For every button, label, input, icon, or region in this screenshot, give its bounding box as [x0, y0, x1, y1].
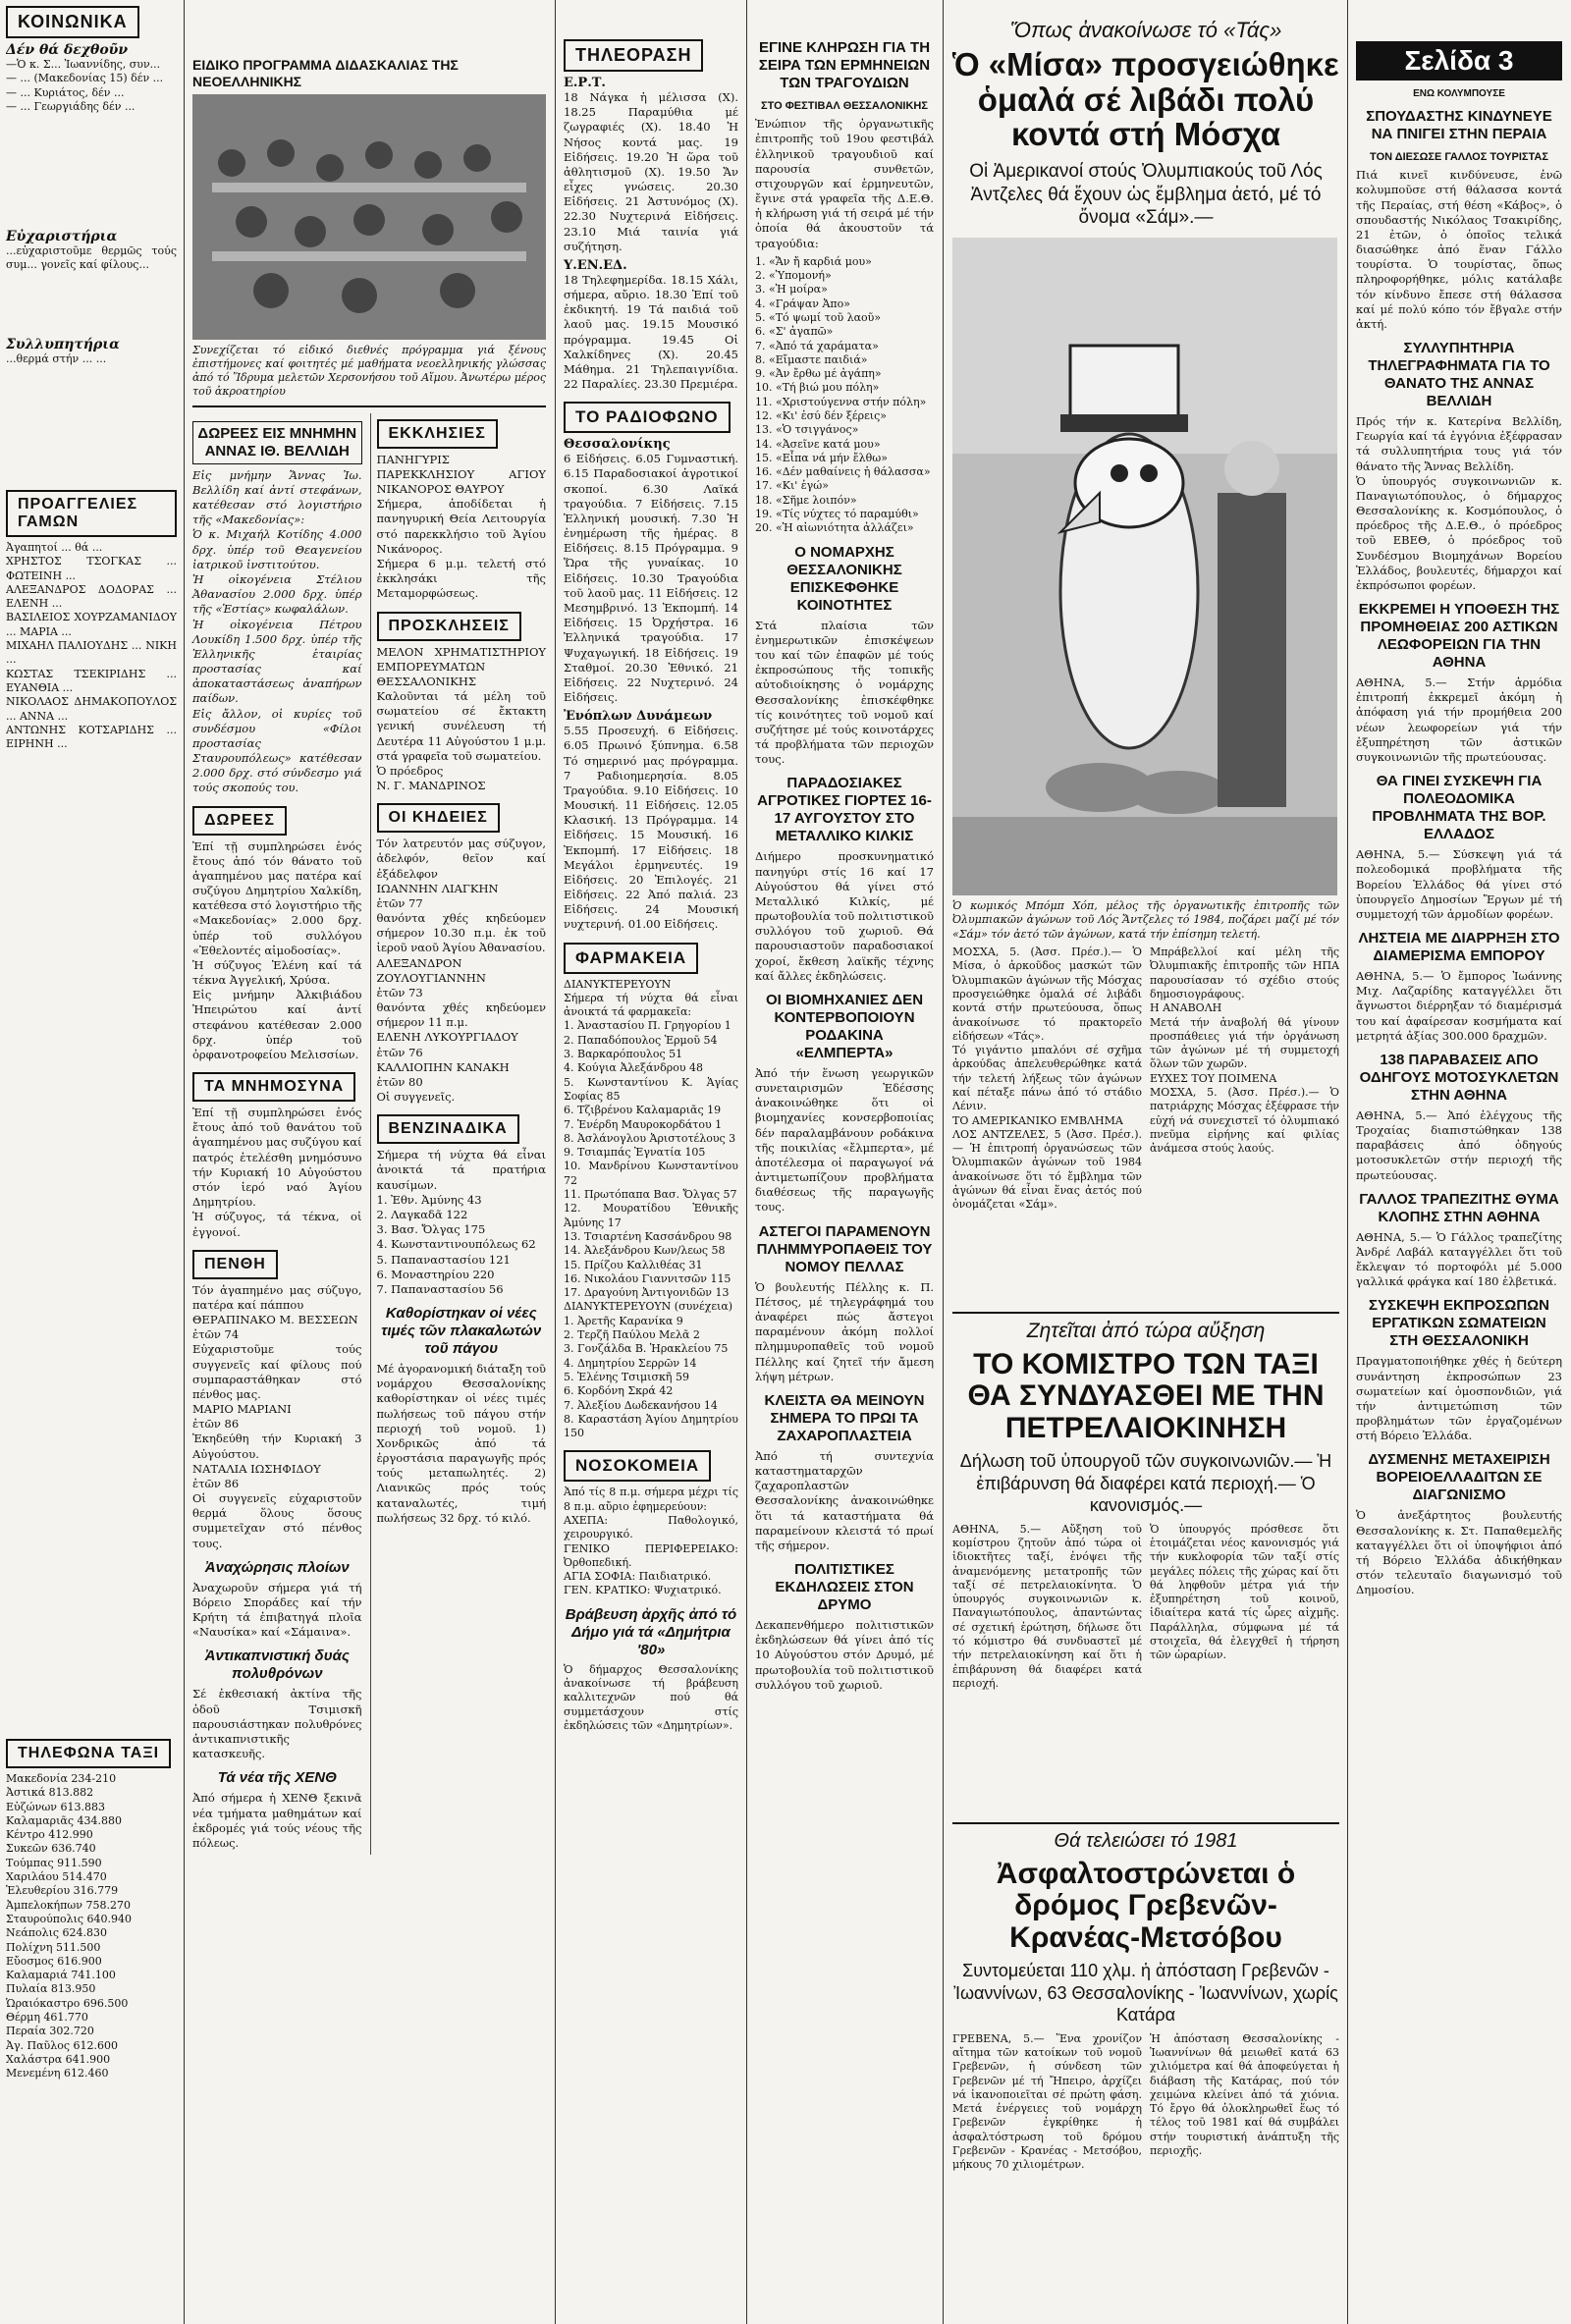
column-rule — [1347, 0, 1348, 2324]
ergatika-title: ΣΥΣΚΕΨΗ ΕΚΠΡΟΣΩΠΩΝ ΕΡΓΑΤΙΚΩΝ ΣΩΜΑΤΕΙΩΝ ΣΤΗ ΘΕΣΣΑΛΟΝΙΚΗ — [1368, 1297, 1550, 1350]
column-2 — [189, 0, 550, 2324]
klirosi-title: ΕΓΙΝΕ ΚΛΗΡΩΣΗ ΓΙΑ ΤΗ ΣΕΙΡΑ ΤΩΝ ΕΡΜΗΝΕΙΩΝ ΤΩΝ ΤΡΑΓΟΥΔΙΩΝ — [758, 39, 931, 91]
ekkremei-title: ΕΚΚΡΕΜΕΙ Η ΥΠΟΘΕΣΗ ΤΗΣ ΠΡΟΜΗΘΕΙΑΣ 200 ΑΣΤΙΚΩΝ ΛΕΩΦΟΡΕΙΩΝ ΓΙΑ ΤΗΝ ΑΘΗΝΑ — [1358, 601, 1560, 672]
column-rule — [184, 0, 185, 2324]
proaggelies-header: ΠΡΟΑΓΓΕΛΙΕΣ ΓΑΜΩΝ — [6, 490, 177, 537]
column-4 — [751, 0, 938, 2324]
xeno-title: Τά νέα τῆς ΧΕΝΘ — [217, 1769, 337, 1787]
olympic-mascot-graphic — [952, 238, 1337, 895]
yened-text: 18 Τηλεφημερίδα. 18.15 Χάλι, σήμερα, αὔριο. 18.30 Ἐπί τοῦ ἐκδικητή. 19 Τά παιδιά τοῦ λαοῦ μας. 19.15 Μουσικό πρόγραμμα. 19.45 Οἱ Χαλκίδηνες (Χ). 20.45 Μάθημα. 21 Τηλεπαιγνίδια. 22 Παραλίες. 23.30 Πρεμιέρα. — [564, 272, 738, 392]
column-3 — [560, 0, 742, 2324]
taxi-phone-item: Θέρμη 461.770 — [6, 2011, 88, 2025]
kathorismos-title: Καθορίστηκαν οἱ νέες τιμές τῶν πλακαλωτών τοῦ πάγου — [381, 1305, 542, 1358]
nosokomeia-text: Ἀπό τίς 8 π.μ. σήμερα μέχρι τίς 8 π.μ. αὔριο ἐφημερεύουν: ΑΧΕΠΑ: Παθολογικό, χειρουργικό. ΓΕΝΙΚΟ ΠΕΡΙΦΕΡΕΙΑΚΟ: Ὀρθοπεδική. ΑΓΙΑ ΣΟΦΙΑ: Παιδιατρικό. ΓΕΝ. ΚΡΑΤΙΚΟ: Ψυχιατρικό. — [564, 1486, 738, 1597]
yened-subhead: Υ.ΕΝ.ΕΔ. — [564, 257, 627, 273]
road-article-left: ΓΡΕΒΕΝΑ, 5.— Ἕνα χρονίζον αἴτημα τῶν κατοίκων τοῦ νομοῦ Γρεβενῶν, ἡ σύνδεση τῶν Γρεβενῶν μέ τή Ἤπειρο, ἀρχίζει νά ἱκανοποιεῖται σέ πρώτη φάση. Μετά ἐνέργειες τοῦ νομάρχη Γρεβενῶν ἐγκρίθηκε ἡ ἀσφαλτόστρωση τοῦ δρόμου Γρεβενῶν - Κρανέας - Μετσόβου, μήκους 70 χιλιομέτρων. — [952, 2031, 1142, 2172]
anachorisis-text: Ἀναχωροῦν σήμερα γιά τή Βόρειο Σποράδες καί τήν Κρήτη τά ἐπιβατηγά πλοῖα «Ναυσίκα» καί «Σάμαινα». — [192, 1580, 362, 1640]
farmakeia-header: ΦΑΡΜΑΚΕΙΑ — [564, 943, 698, 974]
taxi-article-right: Ὁ ὑπουργός πρόσθεσε ὅτι ἑτοιμάζεται νέος κανονισμός γιά τήν κυκλοφορία τῶν ταξί στίς μεγάλες πόλεις τῆς χώρας καί ὅτι θά ληφθοῦν μέτρα γιά τήν ἐξυπηρέτηση τοῦ κοινοῦ, ἰδιαίτερα κατά τίς ὧρες αἰχμῆς. Παράλληλα, σύμφωνα μέ τά στοιχεῖα, θά ἐλεγχθεῖ ἡ τήρηση τῶν ὡραρίων. — [1150, 1522, 1339, 1662]
song-item: 5. «Τό ψωμί τοῦ λαοῦ» — [755, 310, 882, 324]
eno-kolympouse: ΕΝΩ ΚΟΛΥΜΠΟΥΣΕ — [1413, 88, 1505, 99]
politistikes-text: Δεκαπενθήμερο πολιτιστικῶν ἐκδηλώσεων θά γίνει ἀπό τίς 10 Αὐγούστου στόν Δρυμό, μέ πρωτοβουλία τοῦ πολιτιστικοῦ συλλόγου τοῦ χωριοῦ. — [755, 1618, 934, 1692]
kathorismos-text: Μέ ἀγορανομική διάταξη τοῦ νομάρχου Θεσσαλονίκης καθορίστηκαν οἱ νέες τιμές πωλήσεως τοῦ πάγου στήν περιοχή τοῦ νομοῦ. 1) Χονδρικῶς ἀπό τά ἐργοστάσια παραγωγῆς πρός τούς μεταπωλητές. 2) Λιανικῶς πρός τούς καταναλωτές, τιμή πωλήσεως 32 δρχ. τό κιλό. — [376, 1362, 546, 1525]
taxi-phone-item: Ἀγ. Παῦλος 612.600 — [6, 2038, 118, 2052]
ekkremei-text: ΑΘΗΝΑ, 5.— Στήν ἁρμόδια ἐπιτροπή ἐκκρεμεῖ ἀκόμη ἡ ἀπόφαση γιά τήν προμήθεια 200 νέων λεωφορείων γιά τήν ἐξυπηρέτηση τῶν ἀστικῶν συγκοινωνιῶν τῆς πρωτεύουσας. — [1356, 676, 1562, 764]
ert-subhead: Ε.Ρ.Τ. — [564, 76, 606, 90]
taxi-phone-item: Ὡραιόκαστρο 696.500 — [6, 1996, 129, 2010]
kidies-text: Τόν λατρευτόν μας σύζυγον, ἀδελφόν, θεῖον καί ἐξάδελφον ΙΩΑΝΝΗΝ ΛΙΑΓΚΗΝ ἐτῶν 77 θανόντα χθές κηδεύομεν σήμερον 10.30 π.μ. ἐκ τοῦ ἱεροῦ ναοῦ Ἁγίου Ἀθανασίου. ΑΛΕΞΑΝΔΡΟΝ ΖΟΥΛΟΥΓΙΑΝΝΗΝ ἐτῶν 73 θανόντα χθές κηδεύομεν σήμερον 11 π.μ. ΕΛΕΝΗ ΛΥΚΟΥΡΓΙΑΔΟΥ ἐτῶν 76 ΚΑΛΛΙΟΠΗΝ ΚΑΝΑΚΗ ἐτῶν 80 Οἱ συγγενεῖς. — [376, 837, 546, 1105]
column-rule — [943, 0, 944, 2324]
mnimosyna-text: Ἐπί τῇ συμπληρώσει ἑνός ἔτους ἀπό τοῦ θανάτου τοῦ ἀγαπημένου μας συζύγου καί πατρός ἐτελέσθη μνημόσυνο τήν Κυριακή 10 Αὐγούστου στόν ἱερό ναό Ἁγίου Δημητρίου. Ἡ σύζυγος, τά τέκνα, οἱ ἐγγονοί. — [192, 1106, 362, 1239]
doreai2-text: Ἐπί τῇ συμπληρώσει ἑνός ἔτους ἀπό τόν θάνατο τοῦ ἀγαπημένου μας πατέρα καί συζύγου Δημητρίου Χαλκίδη, κατέθεσα στό λογιστήριο τῆς «Μακεδονίας» 2.000 δρχ. ὑπέρ τοῦ συλλόγου «Ἐθελοντές αἱμοδοσίας». Ἡ σύζυγος Ἑλένη καί τά τέκνα Ἀγγελική, Χρύσα. Εἰς μνήμην Ἀλκιβιάδου Ἠπειρώτου καί ἀντί στεφάνου κατέθεσαν 2.000 δρχ. ὑπέρ τοῦ ὀρφανοτροφείου Μελισσίων. — [192, 838, 362, 1061]
metaxeirisi-title: ΔΥΣΜΕΝΗΣ ΜΕΤΑΧΕΙΡΙΣΗ ΒΟΡΕΙΟΕΛΛΑΔΙΤΩΝ ΣΕ ΔΙΑΓΩΝΙΣΜΟ — [1368, 1451, 1550, 1504]
spoudastis-sub: ΤΟΝ ΔΙΕΣΩΣΕ ΓΑΛΛΟΣ ΤΟΥΡΙΣΤΑΣ — [1370, 151, 1548, 163]
antikapniki-text: Σέ ἐκθεσιακή ἀκτίνα τῆς ὁδοῦ Τσιμισκῆ παρουσιάστηκαν πολυθρόνες ἀντικαπνιστικῆς κατασκευῆς. — [192, 1687, 362, 1761]
eucharistiria-text: ...εὐχαριστοῦμε θερμῶς τούς συμ... γονεῖς καί φίλους... — [6, 244, 177, 272]
eucharistiria-subhead: Εὐχαριστήρια — [6, 229, 118, 244]
paradosiakes-title: ΠΑΡΑΔΟΣΙΑΚΕΣ ΑΓΡΟΤΙΚΕΣ ΓΙΟΡΤΕΣ 16-17 ΑΥΓΟΥΣΤΟΥ ΣΤΟ ΜΕΤΑΛΛΙΚΟ ΚΙΛΚΙΣ — [757, 775, 932, 845]
song-item: 11. «Χριστούγεννα στήν πόλη» — [755, 395, 927, 408]
ekklisies-text: ΠΑΝΗΓΥΡΙΣ ΠΑΡΕΚΚΛΗΣΙΟΥ ΑΓΙΟΥ ΝΙΚΑΝΟΡΟΣ ΘΑΥΡΟΥ Σήμερα, ἀποδίδεται ἡ πανηγυρική Θεία Λειτουργία στό παρεκκλήσιο τοῦ Ἁγίου Νικάνορος. Σήμερα 6 μ.μ. τελετή στό ἐκκλησάκι τῆς Μεταμορφώσεως. — [376, 452, 546, 601]
spoudastis-text: Πιά κινεῖ κινδύνευσε, ἐνῶ κολυμποῦσε στή θάλασσα κοντά τῆς Περαίας, στή θέση «Κάβος», ὁ σπουδαστής Νικόλαος Τσακιρίδης, 21 ἐτῶν, ὁ ὁποῖος τελικά διασώθηκε ἀπό ἕναν Γάλλο τουρίστα. Ὁ τουρίστας, ὅπως πληροφορήθηκε, μόλις κατάλαβε τόν κίνδυνο ἔπεσε στή θάλασσα καί μέ πολύ κόπο τόν ἔβγαλε στήν ἀκτή. — [1356, 168, 1562, 331]
song-item: 16. «Δέν μαθαίνεις ἡ θάλασσα» — [755, 465, 931, 479]
koinonika-header: ΚΟΙΝΩΝΙΚΑ — [6, 6, 139, 38]
antikapniki-title: Ἀντικαπνιστική δυάς πολυθρόνων — [204, 1648, 350, 1683]
song-item: 3. «Ἡ μοίρα» — [755, 283, 828, 297]
taxi-phone-item: Νεάπολις 624.830 — [6, 1926, 108, 1940]
benzinadika-text: Σήμερα τή νύχτα θά εἶναι ἀνοικτά τά πρατήρια καυσίμων. 1. Ἐθν. Ἀμύνης 43 2. Λαγκαδᾶ 122 3. Βασ. Ὄλγας 175 4. Κωνσταντινουπόλεως 62 5. Παπαναστασίου 121 6. Μοναστηρίου 220 7. Παπαναστασίου 56 — [376, 1148, 546, 1296]
taxi-phone-item: Περαία 302.720 — [6, 2025, 94, 2038]
taxi-phone-item: Συκεῶν 636.740 — [6, 1842, 96, 1856]
taxi-feature — [948, 1306, 1343, 1816]
nomarchia-text: Στά πλαίσια τῶν ἐνημερωτικῶν ἐπισκέψεων του καί τῶν ἐπαφῶν μέ τούς ἐκπροσώπους τῆς τοπικῆς αὐτοδιοίκησης ὁ νομάρχης Θεσσαλονίκης ἐπισκέφθηκε τίς κοινότητες τοῦ νομοῦ καί συζήτησε μέ τούς κοινοτάρχες τά προβλήματα τῶν περιοχῶν τους. — [755, 618, 934, 767]
thessalonikis-text: 6 Εἰδήσεις. 6.05 Γυμναστική. 6.15 Παραδοσιακοί ἀγροτικοί σκοποί. 6.30 Λαϊκά τραγούδια. 7 Εἰδήσεις. 7.15 Ἑλληνική μουσική. 7.30 Ἡ ἐνημέρωση τῆς ἡμέρας. 8 Εἰδήσεις. 8.15 Πρόγραμμα. 9 Ὥρα τῆς γυναίκας. 10 Εἰδήσεις. 10.30 Τραγούδια τοῦ λαοῦ μας. 11 Εἰδήσεις. 12 Μεσημβρινό. 13 Ἐκπομπή. 14 Εἰδήσεις. 15 Ὀρχήστρα. 16 Ἑλληνικά τραγούδια. 17 Ψυχαγωγική. 18 Εἰδήσεις. 19 Σταθμοί. 20.30 Ἐθνικό. 21 Εἰδήσεις. 22 Νυχτερινό. 24 Εἰδήσεις. — [564, 452, 738, 705]
misa-article-right: Μπράβελλοί καί μέλη τῆς Ὀλυμπιακῆς ἐπιτροπῆς τῶν ΗΠΑ παρουσίασαν τό σχέδιο στούς δημοσιογράφους. Η ΑΝΑΒΟΛΗ Μετά τήν ἀναβολή θά γίνουν προσπάθειες γιά τήν ὀργάνωση τῶν ἀγώνων μέ τή συμμετοχή ὅλων τῶν χωρῶν. ΕΥΧΕΣ ΤΟΥ ΠΟΙΜΕΝΑ ΜΟΣΧΑ, 5. (Ἀσσ. Πρέσ.).— Ὁ πατριάρχης Μόσχας ἐξέφρασε τήν εὐχή νά συνεχιστεῖ τό ὀλυμπιακό πνεῦμα εἰρήνης καί φιλίας ἀνάμεσα στούς λαούς. — [1150, 946, 1339, 1156]
road-feature — [948, 1816, 1343, 2324]
viomichanies-text: Ἀπό τήν ἕνωση γεωργικῶν συνεταιρισμῶν Ἐδέσσης ἀνακοινώθηκε ὅτι οἱ βιομηχανίες κονσερβοποιίας δέν παραλαμβάνουν ροδάκινα τῆς ποικιλίας «ἔλμπερτα», μέ ἀποτέλεσμα οἱ παραγωγοί νά ἀντιμετωπίζουν προβλήματα διαθέσεως τῆς παραγωγῆς τους. — [755, 1065, 934, 1215]
program-caption: Συνεχίζεται τό εἰδικό διεθνές πρόγραμμα γιά ξένους ἐπιστήμονες καί φοιτητές μέ μαθήματα νεοελληνικής γλώσσας ἀπό τό Ἵδρυμα μελετῶν Χερσονήσου τοῦ Αἵμου. Ἀνωτέρω μέρος τοῦ ἀκροατηρίου — [192, 343, 546, 399]
road-subhead: Συντομεύεται 110 χλμ. ἡ ἀπόσταση Γρεβενῶν - Ἰωαννίνων, 63 Θεσσαλονίκης - Ἰωαννίνων, χωρίς Κατάρα — [953, 1961, 1338, 2026]
penthi-header: ΠΕΝΘΗ — [192, 1250, 278, 1279]
astegoi-text: Ὁ βουλευτής Πέλλης κ. Π. Πέτσος, μέ τηλεγράφημά του ἀναφέρει πώς ἄστεγοι παραμένουν ἀκόμη πολλοί πλημμυροπαθεῖς τοῦ νομοῦ Πέλλης καί ζητεῖ τήν ἄμεση λήψη μέτρων. — [755, 1279, 934, 1383]
xeno-text: Ἀπό σήμερα ἡ ΧΕΝΘ ξεκινᾶ νέα τμήματα μαθημάτων καί ἐκδρομές γιά τούς νέους τῆς πόλεως. — [192, 1791, 362, 1850]
road-kicker: Θά τελειώσει τό 1981 — [1054, 1830, 1238, 1852]
song-item: 20. «Ἡ αἰωνιότητα ἀλλάζει» — [755, 521, 914, 535]
song-item: 9. «Ἀν ἔρθω μέ ἀγάπη» — [755, 367, 882, 381]
misa-subhead: Οἱ Ἀμερικανοί στούς Ὀλυμπιακούς τοῦ Λός Ἀντζελες θά ἔχουν ὡς ἔμβλημα ἀετό, μέ τό ὄνομα «Σάμ».— — [969, 160, 1323, 229]
doreai-title: ΔΩΡΕΕΣ ΕΙΣ ΜΝΗΜΗΝ ΑΝΝΑΣ ΙΘ. ΒΕΛΛΙΔΗ — [192, 421, 362, 464]
tv-header: ΤΗΛΕΟΡΑΣΗ — [564, 39, 703, 72]
misa-headline: Ὁ «Μίσα» προσγειώθηκε ὁμαλά σέ λιβάδι πολύ κοντά στή Μόσχα — [952, 46, 1339, 153]
enoplon-text: 5.55 Προσευχή. 6 Εἰδήσεις. 6.05 Πρωινό ξύπνημα. 6.58 Τό σημερινό μας πρόγραμμα. 7 Ραδιοημερησία. 8.05 Τραγούδια. 9.10 Εἰδήσεις. 10 Μουσική. 11 Εἰδήσεις. 12.05 Κλασική. 13 Πρόγραμμα. 14 Εἰδήσεις. 15 Μουσική. 16 Ἐκπομπή. 17 Εἰδήσεις. 18 Μεγάλοι ἑρμηνευτές. 19 Εἰδήσεις. 20 Ἐπιλογές. 21 Εἰδήσεις. 22 Ἀπό παλιά. 23 Εἰδήσεις. 24 Μουσική νυχτερινή. 01.00 Εἰδήσεις. — [564, 724, 738, 932]
right-column — [1352, 0, 1566, 2324]
mnimosyna-header: ΤΑ ΜΝΗΜΟΣΥΝΑ — [192, 1072, 355, 1102]
doreai-text: Εἰς μνήμην Ἄννας Ἰω. Βελλίδη καί ἀντί στεφάνων, κατέθεσαν στό λογιστήριο τῆς «Μακεδονίας»: Ὁ κ. Μιχαήλ Κοτίδης 4.000 δρχ. ὑπέρ τοῦ Θεαγενείου ἰατρικοῦ ἰνστιτούτου. Ἡ οἰκογένεια Στέλιου Ἀθανασίου 2.000 δρχ. ὑπέρ τῆς «Ἑστίας» κωφαλάλων. Ἡ οἰκογένεια Πέτρου Λουκίδη 1.500 δρχ. ὑπέρ τῆς Ἑλληνικῆς ἑταιρίας προστασίας καί ἀποκαταστάσεως ἀναπήρων παίδων. Εἰς ἄλλον, οἱ κυρίες τοῦ συνδέσμου «Φίλοι προστασίας Σταυρουπόλεως» κατέθεσαν 2.000 δρχ. στό σύνδεσμο γιά τούς σκοπούς του. — [192, 467, 362, 795]
program-title: ΕΙΔΙΚΟ ΠΡΟΓΡΑΜΜΑ ΔΙΔΑΣΚΑΛΙΑΣ ΤΗΣ ΝΕΟΕΛΛΗΝΙΚΗΣ — [192, 57, 459, 89]
gallos-text: ΑΘΗΝΑ, 5.— Ὁ Γάλλος τραπεζίτης Ἀνδρέ Λαβάλ καταγγέλλει ὅτι τοῦ ἔκλεψαν τό πορτοφόλι μέ 5.000 γαλλικά φράγκα καί 180 ἑλβετικά. — [1356, 1229, 1562, 1289]
classroom-photo-graphic — [192, 94, 546, 340]
mascot-caption: Ὁ κωμικός Μπόμπ Χόπ, μέλος τῆς ὀργανωτικῆς ἐπιτροπῆς τῶν Ὀλυμπιακῶν ἀγώνων τοῦ Λός Ἄντζελες τό 1984, ποζάρει μαζί μέ τόν «Σάμ» τόν ἀετό τῶν ἀγώνων, κατά τήν ἐπίσημη τελετή. — [952, 899, 1339, 941]
proskliseis-text: ΜΕΛΟΝ ΧΡΗΜΑΤΙΣΤΗΡΙΟΥ ΕΜΠΟΡΕΥΜΑΤΩΝ ΘΕΣΣΑΛΟΝΙΚΗΣ Καλοῦνται τά μέλη τοῦ σωματείου σέ ἔκτακτη γενική συνέλευση τή Δευτέρα 11 Αὐγούστου 1 μ.μ. στά γραφεῖα τοῦ σωματείου. Ὁ πρόεδρος Ν. Γ. ΜΑΝΔΡΙΝΟΣ — [376, 644, 546, 793]
klirosi-sub: ΣΤΟ ΦΕΣΤΙΒΑΛ ΘΕΣΣΑΛΟΝΙΚΗΣ — [761, 100, 928, 112]
benzinadika-header: ΒΕΝΖΙΝΑΔΙΚΑ — [377, 1114, 519, 1144]
dexthoun-subhead: Δέν θά δεχθοῦν — [6, 42, 129, 58]
taxi-phone-item: Ἀμπελοκήπων 758.270 — [6, 1898, 131, 1912]
metaxeirisi-text: Ὁ ἀνεξάρτητος βουλευτής Θεσσαλονίκης κ. Στ. Παπαθεμελῆς καταγγέλλει ὅτι οἱ ὑποψήφιοι ἀπό τή Βόρειο Ἑλλάδα ἀδικήθηκαν στόν τελευταῖο διαγωνισμό τοῦ Δημοσίου. — [1356, 1508, 1562, 1597]
song-item: 17. «Κι' ἐγώ» — [755, 479, 829, 493]
classroom-photo — [192, 94, 546, 340]
song-item: 4. «Γράψαν Ἀπο» — [755, 297, 851, 310]
song-item: 10. «Τή βιώ μου πόλη» — [755, 381, 880, 395]
kleista-title: ΚΛΕΙΣΤΑ ΘΑ ΜΕΙΝΟΥΝ ΣΗΜΕΡΑ ΤΟ ΠΡΩΙ ΤΑ ΖΑΧΑΡΟΠΛΑΣΤΕΙΑ — [764, 1391, 925, 1444]
penthi-text: Τόν ἀγαπημένο μας σύζυγο, πατέρα καί πάππου ΘΕΡΑΠΙΝΑΚΟ Μ. ΒΕΣΣΕΩΝ ἐτῶν 74 Εὐχαριστοῦμε τούς συγγενεῖς καί φίλους πού συμπαραστάθηκαν στό πένθος μας. ΜΑΡΙΟ ΜΑΡΙΑΝΙ ἐτῶν 86 Ἐκηδεύθη τήν Κυριακή 3 Αὐγούστου. ΝΑΤΑΛΙΑ ΙΩΣΗΦΙΔΟΥ ἐτῶν 86 Οἱ συγγενεῖς εὐχαριστοῦν θερμά ὅλους ὅσους συμμετεῖχαν στό πένθος τους. — [192, 1282, 362, 1550]
taxi-phone-item: Χαλάστρα 641.900 — [6, 2052, 111, 2066]
taxi-phone-item: Κέντρο 412.990 — [6, 1828, 93, 1842]
spoudastis-title: ΣΠΟΥΔΑΣΤΗΣ ΚΙΝΔΥΝΕΥΕ ΝΑ ΠΝΙΓΕΙ ΣΤΗΝ ΠΕΡΑΙΑ — [1366, 108, 1552, 142]
proskliseis-header: ΠΡΟΣΚΛΗΣΕΙΣ — [377, 612, 521, 641]
taxi-phone-item: Καλαμαριᾶς 434.880 — [6, 1813, 122, 1827]
tilegrafimata-title: ΣΥΛΛΥΠΗΤΗΡΙΑ ΤΗΛΕΓΡΑΦΗΜΑΤΑ ΓΙΑ ΤΟ ΘΑΝΑΤΟ ΤΗΣ ΑΝΝΑΣ ΒΕΛΛΙΔΗ — [1368, 340, 1550, 410]
misa-article-left: ΜΟΣΧΑ, 5. (Ἀσσ. Πρέσ.).— Ὁ Μίσα, ὁ ἀρκοῦδος μασκώτ τῶν Ὀλυμπιακῶν ἀγώνων τῆς Μόσχας προσγειώθηκε ὁμαλά σέ λιβάδι κοντά στήν πρωτεύουσα, ὅπως ἀνακοίνωσε τό πρακτορεῖο εἰδήσεων «Τάς». Τό γιγάντιο μπαλόνι σέ σχῆμα ἀρκούδας ἀπελευθερώθηκε κατά τήν τελετή λήξεως τῶν ἀγώνων καί πέταξε πάνω ἀπό τό στάδιο Λένιν. ΤΟ ΑΜΕΡΙΚΑΝΙΚΟ ΕΜΒΛΗΜΑ ΛΟΣ ΑΝΤΖΕΛΕΣ, 5 (Ἀσσ. Πρέσ.).— Ἡ ἐπιτροπή ὀργανώσεως τῶν Ὀλυμπιακῶν ἀγώνων τοῦ 1984 ἀνακοίνωσε ὅτι τό ἔμβλημα τῶν ἀγώνων θά εἶναι ἕνας ἀετός πού ὀνομάζεται «Σάμ». — [952, 946, 1142, 1212]
doreai-header: ΔΩΡΕΕΣ — [192, 806, 287, 836]
taxi-phone-item: Εὐζώνων 613.883 — [6, 1800, 105, 1813]
kleista-text: Ἀπό τή συντεχνία καταστηματαρχῶν ζαχαροπλαστῶν Θεσσαλονίκης ἀνακοινώθηκε ὅτι τά καταστήματα θά παραμείνουν κλειστά τό πρωί τῆς σήμερον. — [755, 1448, 934, 1552]
taxi-subhead: Δήλωση τοῦ ὑπουργοῦ τῶν συγκοινωνιῶν.— Ἡ ἐπιβάρυνση θά διαφέρει κατά περιοχή.— Ὁ κανονισμός.— — [959, 1451, 1332, 1516]
taxi-phone-item: Μακεδονία 234-210 — [6, 1772, 117, 1785]
taxi-phone-item: Πολίχνη 511.500 — [6, 1940, 101, 1954]
ekklisies-header: ΕΚΚΛΗΣΙΕΣ — [377, 419, 498, 449]
taxi-phones-header: ΤΗΛΕΦΩΝΑ ΤΑΞΙ — [6, 1739, 171, 1768]
nomarchia-title: Ο ΝΟΜΑΡΧΗΣ ΘΕΣΣΑΛΟΝΙΚΗΣ ΕΠΙΣΚΕΦΘΗΚΕ ΚΟΙΝΟΤΗΤΕΣ — [786, 543, 902, 614]
taxi-phone-item: Καλαμαριά 741.100 — [6, 1969, 116, 1982]
road-article-right: Ἡ ἀπόσταση Θεσσαλονίκης - Ἰωαννίνων θά μειωθεῖ κατά 63 χιλιόμετρα καί θά ἀποφεύγεται ἡ διάβαση τῆς Κατάρας, πού τόν χειμώνα κλείνει ἀπό τά χιόνια. Τό ἔργο θά ὁλοκληρωθεῖ ἕως τό τέλος τοῦ 1981 καί θά συμβάλει στήν τουριστική ἀνάπτυξη τῆς περιοχῆς. — [1150, 2031, 1339, 2158]
misa-kicker: Ὅπως ἀνακοίνωσε τό «Τάς» — [1009, 18, 1282, 42]
taxi-kicker: Ζητεῖται ἀπό τώρα αὔξηση — [1026, 1320, 1266, 1342]
anachorisis-title: Ἀναχώρησις πλοίων — [204, 1558, 350, 1576]
viomichanies-title: ΟΙ ΒΙΟΜΗΧΑΝΙΕΣ ΔΕΝ ΚΟΝΤΕΡΒΟΠΟΙΟΥΝ ΡΟΔΑΚΙΝΑ «ΕΛΜΠΕΡΤΑ» — [765, 991, 924, 1061]
thessalonikis-subhead: Θεσσαλονίκης — [564, 437, 671, 453]
motosykletes-title: 138 ΠΑΡΑΒΑΣΕΙΣ ΑΠΟ ΟΔΗΓΟΥΣ ΜΟΤΟΣΥΚΛΕΤΩΝ ΣΤΗΝ ΑΘΗΝΑ — [1359, 1051, 1559, 1104]
radio-header: ΤΟ ΡΑΔΙΟΦΩΝΟ — [564, 402, 731, 433]
taxi-phone-item: Τούμπας 911.590 — [6, 1856, 102, 1869]
klirosi-text: Ἐνώπιον τῆς ὀργανωτικῆς ἐπιτροπῆς τοῦ 19ου φεστιβάλ ἑλληνικοῦ τραγουδιοῦ καί παρουσία συνθετῶν, στιχουργῶν καί ἑρμηνευτῶν, ἔγινε στά γραφεῖα τῆς Δ.Ε.Θ. ἡ κλήρωση γιά τή σειρά μέ τήν ὁποία θά ἀκουστοῦν τά τραγούδια: — [755, 117, 934, 250]
taxi-phone-item: Μενεμένη 612.460 — [6, 2067, 109, 2081]
tilegrafimata-text: Πρός τήν κ. Κατερίνα Βελλίδη, Γεωργία καί τά ἐγγόνια ἐξέφρασαν τά συλλυπητήρια τους γιά τόν θάνατο τῆς Ἄννας Βελλίδη. Ὁ ὑπουργός συγκοινωνιῶν κ. Παναγιωτόπουλος, ὁ δήμαρχος Θεσσαλονίκης κ. Κοσμόπουλος, ὁ πρόεδρος τῆς Δ.Ε.Θ., ὁ πρόεδρος τοῦ ΕΒΕΘ, ὁ πρόεδρος τοῦ Συνδέσμου Βιομηχάνων Βορείου Ἑλλάδος, βουλευτές, δήμαρχοι καί ἐκπρόσωποι φορέων. — [1356, 414, 1562, 592]
motosykletes-text: ΑΘΗΝΑ, 5.— Ἀπό ἐλέγχους τῆς Τροχαίας διαπιστώθηκαν 138 παραβάσεις ἀπό ὁδηγούς μοτοσυκλετῶν στήν περιοχή τῆς πρωτεύουσας. — [1356, 1108, 1562, 1182]
song-item: 18. «Σῆμε λοιπόν» — [755, 493, 857, 507]
gallos-title: ΓΑΛΛΟΣ ΤΡΑΠΕΖΙΤΗΣ ΘΥΜΑ ΚΛΟΠΗΣ ΣΤΗΝ ΑΘΗΝΑ — [1359, 1190, 1559, 1225]
politistikes-title: ΠΟΛΙΤΙΣΤΙΚΕΣ ΕΚΔΗΛΩΣΕΙΣ ΣΤΟΝ ΔΡΥΜΟ — [775, 1561, 914, 1614]
paradosiakes-text: Διήμερο προσκυνηματικό πανηγύρι στίς 16 καί 17 Αὐγούστου θά γίνει στό Μεταλλικό Κιλκίς, μέ πρωτοβουλία τοῦ πολιτιστικοῦ συλλόγου τοῦ χωριοῦ. Θά παρουσιαστοῦν παραδοσιακοί χοροί, ἔκθεση λαϊκῆς τέχνης καί ἄλλες ἐκδηλώσεις. — [755, 849, 934, 983]
proaggelies-text: Ἀγαπητοί ... θά ... ΧΡΗΣΤΟΣ ΤΣΟΓΚΑΣ ... ΦΩΤΕΙΝΗ ... ΑΛΕΞΑΝΔΡΟΣ ΔΟΔΟΡΑΣ ... ΕΛΕΝΗ ... ΒΑΣΙΛΕΙΟΣ ΧΟΥΡΖΑΜΑΝΙΔΟΥ ... ΜΑΡΙΑ ... ΜΙΧΑΗΛ ΠΑΛΙΟΥΔΗΣ ... ΝΙΚΗ ... ΚΩΣΤΑΣ ΤΣΕΚΙΡΙΔΗΣ ... ΕΥΑΝΘΙΑ ... ΝΙΚΟΛΑΟΣ ΔΗΜΑΚΟΠΟΥΛΟΣ ... ΑΝΝΑ ... ΑΝΤΩΝΗΣ ΚΟΤΣΑΡΙΔΗΣ ... ΕΙΡΗΝΗ ... — [6, 541, 177, 751]
road-headline: Ἀσφαλτοστρώνεται ὁ δρόμος Γρεβενῶν-Κρανέας-Μετσόβου — [996, 1858, 1296, 1954]
kidies-header: ΟΙ ΚΗΔΕΙΕΣ — [377, 803, 500, 833]
lilastiki-text: ΑΘΗΝΑ, 5.— Ὁ ἔμπορος Ἰωάννης Μιχ. Λαζαρίδης καταγγέλλει ὅτι ἄγνωστοι διέρρηξαν τό διαμέρισμά του καί ἀφαίρεσαν κοσμήματα καί μετρητά ἀξίας 300.000 δραχμῶν. — [1356, 969, 1562, 1043]
song-item: 6. «Σ' ἀγαπῶ» — [755, 325, 834, 339]
nosokomeia-header: ΝΟΣΟΚΟΜΕΙΑ — [564, 1450, 711, 1482]
ergatika-text: Πραγματοποιήθηκε χθές ἡ δεύτερη συνάντηση ἐκπροσώπων 23 σωματείων καί ὁμοσπονδιῶν, γιά τήν ἀντιμετώπιση τῶν προβλημάτων τῶν ἐργαζομένων στή Βόρειο Ἑλλάδα. — [1356, 1354, 1562, 1443]
farmakeia-text: ΔΙΑΝΥΚΤΕΡΕΥΟΥΝ Σήμερα τή νύχτα θά εἶναι ἀνοικτά τά φαρμακεῖα: 1. Ἀναστασίου Π. Γρηγορίου 1 2. Παπαδόπουλος Ἐρμοῦ 54 3. Βαρκαρόπουλος 51 4. Κούγια Ἀλεξάνδρου 48 5. Κωνσταντίνου Κ. Ἁγίας Σοφίας 85 6. Τζιβρένου Καλαμαριᾶς 19 7. Ἑνέρδη Μαυροκορδάτου 1 8. Ἀσλάνογλου Ἀριστοτέλους 3 9. Τσιαμπάς Ἐγνατία 105 10. Μανδρίνου Κωνσταντίνου 72 11. Πρωτόπαπα Βασ. Ὄλγας 57 12. Μουρατίδου Ἐθνικῆς Ἀμύνης 17 13. Τσιαρτένη Κασσάνδρου 98 14. Ἀλεξάνδρου Κων/λεως 58 15. Πρίζου Καλλιθέας 31 16. Νικολάου Γιαννιτσῶν 115 17. Δραγούνη Ἀντιγονιδῶν 13 ΔΙΑΝΥΚΤΕΡΕΥΟΥΝ (συνέχεια) 1. Ἀρετῆς Καρανίκα 9 2. Τερζῆ Παύλου Μελᾶ 2 3. Γονζάλδα Β. Ἡρακλείου 75 4. Δημητρίου Σερρῶν 14 5. Ἑλένης Τσιμισκῆ 59 6. Κορδόνη Σκρά 42 7. Ἀλεξίου Δωδεκανήσου 14 8. Καραστάση Ἁγίου Δημητρίου 150 — [564, 977, 738, 1440]
syskepsi-title: ΘΑ ΓΙΝΕΙ ΣΥΣΚΕΨΗ ΓΙΑ ΠΟΛΕΟΔΟΜΙΚΑ ΠΡΟΒΛΗΜΑΤΑ ΤΗΣ ΒΟΡ. ΕΛΛΑΔΟΣ — [1372, 773, 1546, 843]
astegoi-title: ΑΣΤΕΓΟΙ ΠΑΡΑΜΕΝΟΥΝ ΠΛΗΜΜΥΡΟΠΑΘΕΙΣ ΤΟΥ ΝΟΜΟΥ ΠΕΛΛΑΣ — [756, 1222, 933, 1275]
song-item: 19. «Τίς νύχτες τό παραμύθι» — [755, 508, 919, 521]
song-list — [755, 255, 934, 536]
ert-text: 18 Νάγκα ἡ μέλισσα (Χ). 18.25 Παραμύθια μέ ζωγραφιές (Χ). 18.40 Ἡ Νήσος κοντά μας. 19 Εἰδήσεις. 19.20 Ἡ ὥρα τοῦ ἀθλητισμοῦ (Χ). 19.50 Ἄν εἶχες γνώσεις. 20.30 Εἰδήσεις. 21 Ἀστυνόμος (Χ). 22.30 Νυχτερινά Εἰδήσεις. 23.10 Μιά ταινία γιά συζήτηση. — [564, 90, 738, 253]
song-item: 1. «Ἄν ἤ καρδιά μου» — [755, 254, 872, 268]
vravefsi-text: Ὁ δήμαρχος Θεσσαλονίκης ἀνακοίνωσε τή βράβευση καλλιτεχνῶν πού θά συμμετάσχουν στίς ἐκδηλώσεις τῶν «Δημητρίων». — [564, 1662, 738, 1732]
song-item: 7. «Ἀπό τά χαράματα» — [755, 339, 879, 352]
taxi-phone-item: Εὔοσμος 616.900 — [6, 1954, 102, 1968]
column-1 — [6, 0, 181, 2324]
taxi-phone-item: Χαριλάου 514.470 — [6, 1870, 107, 1884]
taxi-phone-item: Ἐλευθερίου 316.779 — [6, 1884, 119, 1898]
page-label: Σελίδα 3 — [1356, 41, 1562, 81]
dexthoun-text: —Ὁ κ. Σ... Ἰωαννίδης, συν... — ... (Μακεδονίας 15) δέν ... — ... Κυριάτος, δέν ... — ... Γεωργιάδης δέν ... — [6, 58, 164, 113]
taxi-phone-item: Ἀστικά 813.882 — [6, 1786, 94, 1800]
syskepsi-text: ΑΘΗΝΑ, 5.— Σύσκεψη γιά τά πολεοδομικά προβλήματα τῆς Βορείου Ἑλλάδος θά γίνει στό ὑπουργεῖο Δημοσίων Ἔργων μέ τή συμμετοχή τῶν ἁρμοδίων φορέων. — [1356, 847, 1562, 921]
olympic-mascot-photo — [952, 238, 1337, 895]
column-rule — [746, 0, 747, 2324]
column-rule — [555, 0, 556, 2324]
taxi-phone-list — [6, 1772, 177, 2081]
taxi-headline: ΤΟ ΚΟΜΙΣΤΡΟ ΤΩΝ ΤΑΞΙ ΘΑ ΣΥΝΔΥΑΣΘΕΙ ΜΕ ΤΗΝ ΠΕΤΡΕΛΑΙΟΚΙΝΗΣΗ — [967, 1348, 1325, 1444]
song-item: 8. «Εἴμαστε παιδιά» — [755, 352, 868, 366]
vravefsi-title: Βράβευση ἀρχῆς ἀπό τό Δήμο γιά τά «Δημήτρια '80» — [565, 1605, 737, 1658]
syllypitiria-text: ...θερμά στήν ... ... — [6, 352, 107, 365]
taxi-phone-item: Πυλαία 813.950 — [6, 1982, 96, 1996]
syllypitiria-subhead: Συλλυπητήρια — [6, 337, 120, 352]
lilastiki-title: ΛΗΣΤΕΙΑ ΜΕ ΔΙΑΡΡΗΞΗ ΣΤΟ ΔΙΑΜΕΡΙΣΜΑ ΕΜΠΟΡΟΥ — [1358, 930, 1560, 965]
song-item: 13. «Ὁ τσιγγάνος» — [755, 423, 859, 437]
taxi-article-left: ΑΘΗΝΑ, 5.— Αὔξηση τοῦ κομίστρου ζητοῦν ἀπό τώρα οἱ ἰδιοκτῆτες ταξί, ἐνόψει τῆς ἀναμενόμενης μετατροπῆς τῶν ταξί σέ πετρελαιοκίνητα. Ὁ ὑπουργός συγκοινωνιῶν κ. Παναγιωτόπουλος, ἀπαντώντας σέ σχετική ἐρώτηση, δήλωσε ὅτι τό κόμιστρο θά συνδυαστεῖ μέ τήν πετρελαιοκίνηση καί ὅτι ἡ ἐπιβάρυνση θά διαφέρει κατά περιοχή. — [952, 1522, 1142, 1690]
taxi-phone-item: Σταυρούπολις 640.940 — [6, 1912, 133, 1925]
song-item: 14. «Ἀσεῖνε κατά μου» — [755, 437, 881, 451]
enoplon-subhead: Ἐνόπλων Δυνάμεων — [564, 709, 713, 725]
song-item: 15. «Εἶπα νά μήν ἔλθω» — [755, 451, 888, 464]
song-item: 2. «Ὑπομονή» — [755, 269, 832, 283]
song-item: 12. «Κι' ἐσύ δέν ξέρεις» — [755, 409, 887, 422]
